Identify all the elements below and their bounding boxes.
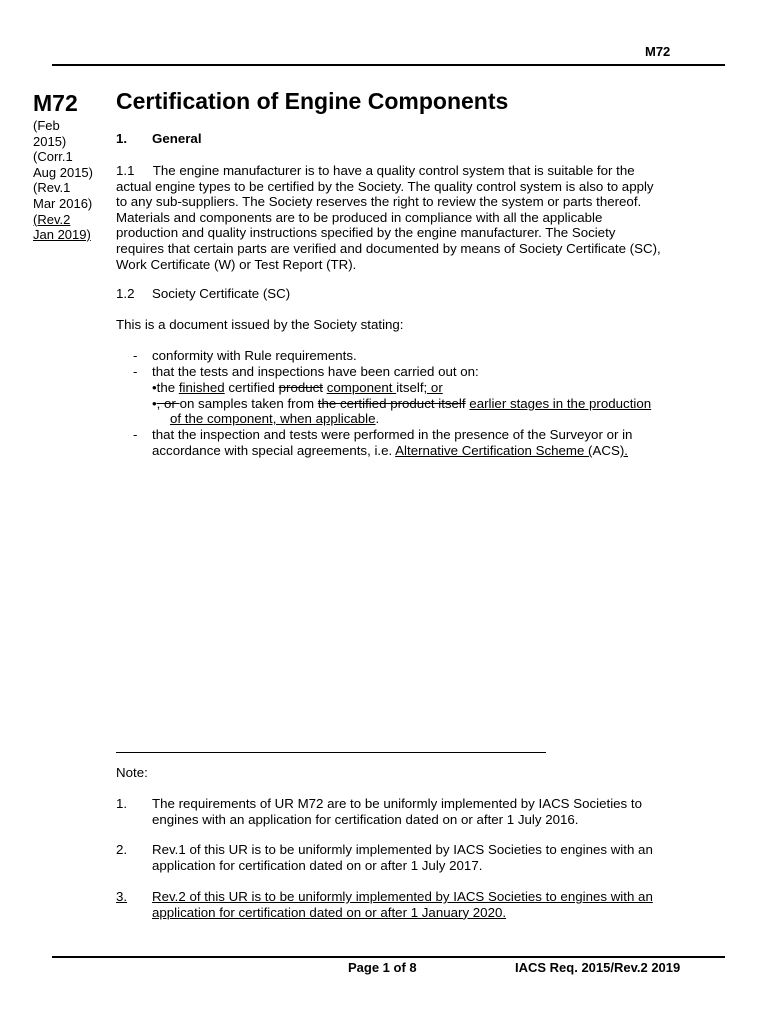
page-title: Certification of Engine Components (116, 88, 509, 114)
list-dash: - (133, 348, 138, 363)
note-separator (116, 752, 546, 753)
subsection-heading (116, 286, 290, 302)
intro-text: This is a document issued by the Society stating: (116, 317, 404, 332)
list-dash: - (133, 364, 138, 379)
revision-line: Mar 2016) (33, 195, 93, 211)
revision-line: (Rev.2 (33, 211, 71, 227)
text-line: to any sub-suppliers. The Society reserves the right to review the system or parts thereof. (116, 194, 642, 210)
note-line: Rev.2 of this UR is to be uniformly implemented by IACS Societies to engines with an (152, 889, 653, 904)
section-number: 1. (116, 131, 128, 146)
footer-rule (52, 956, 725, 958)
subsection-title: Society Certificate (SC) (152, 286, 291, 301)
paragraph-1-1 (116, 163, 706, 272)
inserted-text: earlier stages in the production (469, 396, 652, 411)
text-run: itself (396, 380, 424, 395)
text-run: ACS (592, 443, 620, 458)
inserted-text: of the component, when applicable (170, 411, 376, 426)
list-item (152, 364, 479, 380)
header-code: M72 (645, 44, 671, 59)
list-dash: - (133, 427, 138, 442)
bullet: • (152, 396, 157, 411)
list-bullet-item (152, 380, 443, 396)
list-item-text: that the tests and inspections have been carried out on: (152, 364, 479, 379)
note-number: 1. (116, 796, 128, 811)
inserted-text: finished (178, 380, 225, 395)
inserted-text: component (326, 380, 397, 395)
text-line: requires that certain parts are verified and documented by means of Society Certificate (SC), (116, 240, 661, 256)
note-line: engines with an application for certification dated on or after 1 July 2016. (152, 811, 579, 827)
section-heading (116, 131, 202, 147)
text-line: Materials and components are to be produced in compliance with all the applicable (116, 209, 603, 225)
text-run: on samples taken from (179, 396, 318, 411)
note-line: The requirements of UR M72 are to be uniformly implemented by IACS Societies to (152, 796, 642, 811)
list-item-continuation (152, 443, 628, 459)
note-number: 2. (116, 842, 128, 857)
text-run: . (375, 411, 380, 426)
bullet: • (152, 380, 157, 395)
deleted-text: the certified product itself (317, 396, 466, 411)
section-title: General (152, 131, 202, 146)
revision-history (33, 118, 113, 243)
subsection-number: 1.2 (116, 286, 135, 301)
inserted-text: Alternative Certification Scheme ( (395, 443, 593, 458)
sidebar-code: M72 (33, 90, 78, 116)
list-item: that the inspection and tests were performed in the presence of the Surveyor or in (152, 427, 633, 442)
header-rule (52, 64, 725, 66)
revision-line: Aug 2015) (33, 164, 93, 180)
list-item: conformity with Rule requirements. (152, 348, 357, 363)
list-bullet-item (152, 396, 651, 412)
text-run: certified (224, 380, 279, 395)
revision-line: 2015) (33, 133, 67, 149)
text-line: 1.1 The engine manufacturer is to have a quality control system that is suitable for the (116, 163, 635, 178)
revision-line: Jan 2019) (33, 227, 91, 243)
inserted-text: ). (619, 443, 628, 458)
note-line: application for certification dated on or after 1 July 2017. (152, 857, 483, 873)
revision-line: (Feb (33, 118, 60, 133)
note-label: Note: (116, 765, 148, 780)
note-number: 3. (116, 889, 128, 904)
revision-line: (Corr.1 (33, 149, 73, 165)
page-number: Page 1 of 8 (348, 960, 417, 975)
list-bullet-continuation (170, 411, 379, 427)
note-line: Rev.1 of this UR is to be uniformly implemented by IACS Societies to engines with an (152, 842, 653, 857)
deleted-text: , or (156, 396, 180, 411)
inserted-text: ; or (423, 380, 443, 395)
text-line: production and quality instructions specified by the engine manufacturer. The Society (116, 225, 616, 241)
text-line: actual engine types to be certified by the Society. The quality control system is also to apply (116, 178, 654, 194)
document-reference: IACS Req. 2015/Rev.2 2019 (515, 960, 681, 975)
text-run: the (156, 380, 179, 395)
deleted-text: product (278, 380, 323, 395)
text-run: accordance with special agreements, i.e. (152, 443, 396, 458)
text-line: Work Certificate (W) or Test Report (TR). (116, 256, 357, 272)
note-line: application for certification dated on or after 1 January 2020. (152, 904, 507, 920)
revision-line: (Rev.1 (33, 180, 71, 196)
